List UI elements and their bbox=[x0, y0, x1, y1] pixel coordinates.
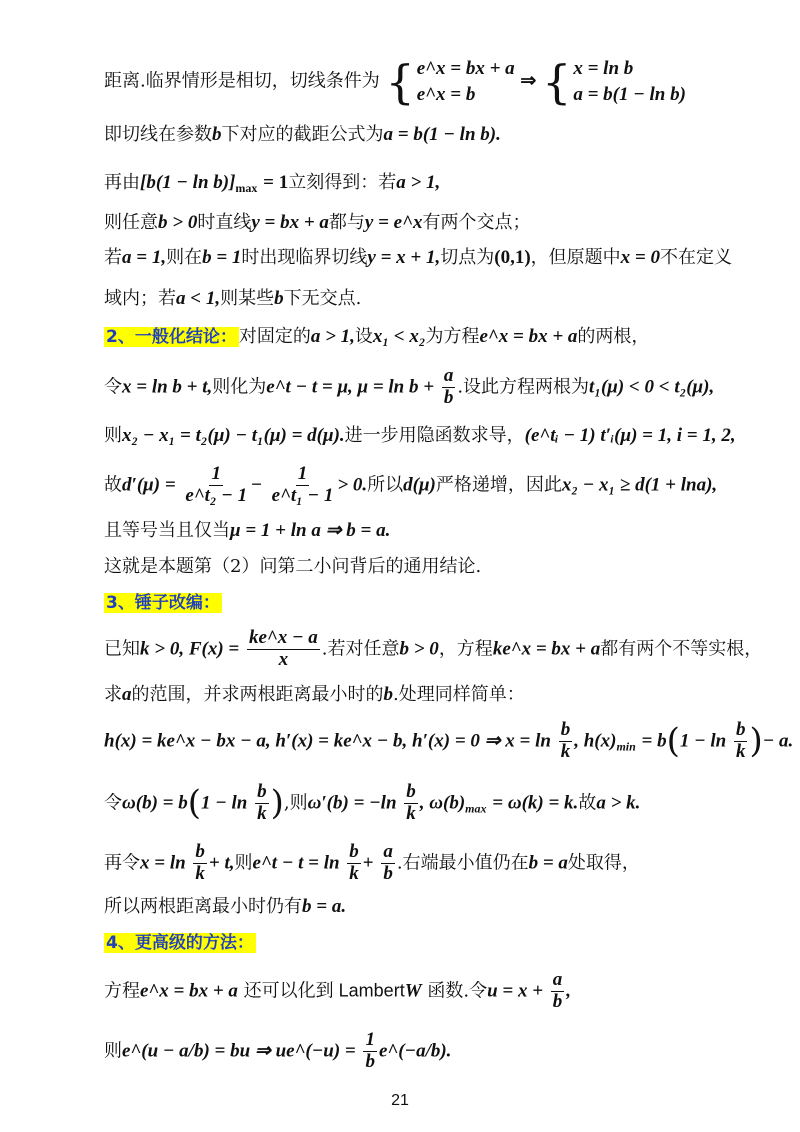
text: 对固定的 bbox=[238, 326, 311, 347]
math: = b bbox=[641, 730, 667, 752]
text: 都与 bbox=[328, 212, 365, 233]
math: t₁(μ) < 0 < t₂(μ), bbox=[589, 376, 715, 398]
math: b = a. bbox=[302, 896, 347, 917]
fraction bbox=[183, 464, 249, 507]
math: a bbox=[122, 684, 132, 705]
text: 故 bbox=[104, 474, 122, 496]
numerator: a bbox=[443, 365, 454, 386]
denominator: k bbox=[406, 802, 416, 824]
line-2 bbox=[104, 124, 760, 147]
denominator: k bbox=[735, 740, 746, 762]
fraction bbox=[270, 464, 336, 507]
text: 则 bbox=[234, 852, 253, 874]
text: 严格递增，因此 bbox=[435, 474, 562, 496]
numerator: b bbox=[735, 719, 746, 740]
math: a > 1, bbox=[396, 172, 441, 193]
eq: e^x = b bbox=[416, 83, 476, 105]
text: 切点为 bbox=[440, 247, 495, 268]
math: x₂ − x₁ ≥ d(1 + lna), bbox=[561, 474, 718, 496]
line-5 bbox=[104, 247, 760, 270]
numerator: 1 bbox=[365, 1029, 375, 1050]
text: 则 bbox=[104, 1040, 122, 1062]
math: , bbox=[566, 980, 572, 1002]
math: b = 1 bbox=[202, 247, 242, 268]
arrow: ⇒ bbox=[520, 70, 537, 92]
math: e^x = bx + a bbox=[140, 980, 238, 1002]
math: y = x + 1, bbox=[367, 247, 441, 268]
subscript: min bbox=[616, 739, 636, 754]
text: 下对应的截距公式为 bbox=[221, 124, 384, 145]
text: 则在 bbox=[166, 247, 203, 268]
paren: ( bbox=[187, 782, 201, 823]
text: 所以 bbox=[367, 474, 404, 496]
line-20 bbox=[104, 1030, 760, 1073]
numerator: b bbox=[349, 841, 359, 862]
eq: a = b(1 − ln b) bbox=[573, 83, 686, 105]
text: 不在定义 bbox=[659, 247, 732, 268]
system-2 bbox=[542, 56, 686, 107]
line-11 bbox=[104, 520, 760, 543]
math: a < 1, bbox=[176, 288, 221, 309]
math: b bbox=[383, 684, 393, 705]
line-19 bbox=[104, 970, 760, 1013]
text: 为方程 bbox=[425, 326, 480, 347]
math: e^x = bx + a bbox=[479, 326, 578, 347]
text: 这就是本题第（2）问第二小问背后的通用结论. bbox=[104, 556, 482, 577]
text: 的范围，并求两根距离最小时的 bbox=[131, 684, 384, 705]
text: 立刻得到：若 bbox=[288, 172, 397, 193]
text: 即切线在参数 bbox=[104, 124, 212, 145]
text: 再由 bbox=[104, 172, 140, 193]
math: e^(−a/b). bbox=[378, 1040, 452, 1062]
math: k > 0, F(x) = bbox=[140, 638, 240, 660]
line-13 bbox=[104, 627, 763, 671]
text: ，但原题中 bbox=[530, 247, 621, 268]
text: ，方程 bbox=[438, 638, 493, 660]
math: , h(x) bbox=[574, 730, 617, 752]
subscript: max bbox=[235, 181, 258, 195]
text: 的两根， bbox=[577, 326, 650, 347]
math: y = e^x bbox=[364, 212, 423, 233]
line-1 bbox=[104, 56, 760, 107]
text: .右端最小值仍在 bbox=[396, 852, 529, 874]
math: + t, bbox=[208, 852, 235, 874]
line-18 bbox=[104, 896, 760, 919]
numerator: b bbox=[195, 841, 205, 862]
line-8 bbox=[104, 366, 760, 409]
text: 有两个交点； bbox=[422, 212, 531, 233]
text: .处理同样简单： bbox=[393, 684, 525, 705]
fraction bbox=[442, 366, 456, 409]
page-number: 21 bbox=[391, 1092, 409, 1109]
math: d(μ) bbox=[403, 474, 436, 496]
text: 进一步用隐函数求导， bbox=[344, 425, 525, 446]
text: 还可以化到 Lambert bbox=[243, 980, 405, 1001]
math: d′(μ) = bbox=[122, 474, 176, 496]
line-10 bbox=[104, 464, 760, 507]
math: x = ln bbox=[140, 852, 186, 874]
numerator: 1 bbox=[297, 463, 308, 484]
denominator: b bbox=[552, 990, 563, 1012]
numerator: ke^x − a bbox=[248, 627, 318, 648]
eq: e^x = bx + a bbox=[416, 58, 515, 79]
numerator: a bbox=[383, 841, 393, 862]
math: x = 0 bbox=[620, 247, 660, 268]
math: y = bx + a bbox=[251, 212, 329, 233]
math: a > 1, bbox=[310, 326, 355, 347]
operator: − bbox=[251, 474, 262, 496]
math: b = a bbox=[528, 852, 568, 874]
math: x₁ < x₂ bbox=[372, 326, 426, 347]
math: = 1 bbox=[263, 172, 289, 193]
math: b bbox=[212, 124, 222, 145]
line-9 bbox=[104, 425, 760, 448]
denominator: k bbox=[349, 862, 359, 884]
line-heading-4 bbox=[104, 932, 760, 954]
denominator: x bbox=[278, 648, 289, 670]
fraction bbox=[404, 782, 418, 825]
fraction bbox=[559, 720, 573, 763]
math: b bbox=[274, 288, 284, 309]
text: 函数.令 bbox=[427, 980, 488, 1002]
fraction bbox=[255, 782, 269, 825]
fraction bbox=[734, 720, 748, 763]
text: 且等号当且仅当 bbox=[104, 520, 230, 541]
text: 求 bbox=[104, 684, 122, 705]
text: 则化为 bbox=[212, 376, 267, 398]
section-heading-4: 4、更高级的方法： bbox=[106, 933, 254, 953]
paren: ( bbox=[666, 720, 680, 761]
math: h(x) = ke^x − bx − a, h′(x) = ke^x − b, h′(x) = 0 ⇒ x = ln bbox=[104, 730, 551, 752]
text: 域内；若 bbox=[104, 288, 176, 309]
text: 已知 bbox=[104, 638, 140, 660]
text: 所以两根距离最小时仍有 bbox=[104, 896, 302, 917]
line-3 bbox=[104, 172, 760, 195]
operator: + bbox=[362, 852, 374, 874]
denominator: b bbox=[443, 386, 454, 408]
text: .设此方程两根为 bbox=[457, 376, 590, 398]
math: 1 − ln bbox=[201, 792, 248, 814]
text: 时直线 bbox=[197, 212, 252, 233]
denominator: b bbox=[365, 1050, 375, 1072]
math: x₂ − x₁ = t₂(μ) − t₁(μ) = d(μ). bbox=[122, 425, 345, 446]
text: 设 bbox=[354, 326, 373, 347]
numerator: b bbox=[560, 719, 571, 740]
text: 若 bbox=[104, 247, 122, 268]
math: > 0. bbox=[337, 474, 368, 496]
math: μ = 1 + ln a ⇒ b = a. bbox=[230, 520, 391, 541]
math: (e^tᵢ − 1) t′ᵢ(μ) = 1, i = 1, 2, bbox=[524, 425, 736, 446]
math: e^t − t = ln bbox=[252, 852, 340, 874]
text: ,则 bbox=[283, 792, 308, 814]
text: 处取得， bbox=[567, 852, 640, 874]
math: e^t − t = μ, μ = ln b + bbox=[266, 376, 435, 398]
line-heading-3 bbox=[104, 592, 760, 614]
brace: { bbox=[542, 54, 572, 109]
numerator: 1 bbox=[211, 463, 221, 484]
math: ke^x = bx + a bbox=[492, 638, 601, 660]
text: 则任意 bbox=[104, 212, 158, 233]
system-1 bbox=[385, 56, 514, 107]
math: = ω(k) = k. bbox=[492, 792, 579, 814]
math: a = 1, bbox=[122, 247, 167, 268]
paren: ) bbox=[270, 782, 284, 823]
section-heading-2: 2、一般化结论： bbox=[106, 327, 237, 347]
math: e^(u − a/b) = bu ⇒ ue^(−u) = bbox=[122, 1040, 356, 1062]
denominator: k bbox=[257, 802, 267, 824]
numerator: b bbox=[406, 781, 416, 802]
math: − a. bbox=[762, 730, 794, 752]
denominator: e^t₁ − 1 bbox=[271, 484, 334, 506]
math: (0,1) bbox=[494, 247, 531, 268]
fraction bbox=[363, 1030, 377, 1073]
text: .若对任意 bbox=[321, 638, 400, 660]
text: 令 bbox=[104, 376, 122, 398]
line-17 bbox=[104, 842, 760, 885]
text: 时出现临界切线 bbox=[241, 247, 368, 268]
math: [b(1 − ln b)] bbox=[140, 172, 236, 193]
text: 都有两个不等实根， bbox=[600, 638, 763, 660]
math: ω′(b) = −ln bbox=[307, 792, 397, 814]
text: 则 bbox=[104, 425, 122, 446]
numerator: b bbox=[257, 781, 267, 802]
line-4 bbox=[104, 212, 760, 235]
denominator: b bbox=[383, 862, 393, 884]
math: , ω(b) bbox=[419, 792, 466, 814]
denominator: e^t₂ − 1 bbox=[185, 484, 248, 506]
text: 距离.临界情形是相切，切线条件为 bbox=[104, 70, 380, 92]
fraction bbox=[381, 842, 395, 885]
math: u = x + bbox=[487, 980, 544, 1002]
math: b > 0 bbox=[399, 638, 439, 660]
text: 则某些 bbox=[220, 288, 275, 309]
line-16 bbox=[104, 782, 760, 825]
section-heading-3: 3、锤子改编： bbox=[106, 593, 220, 613]
fraction bbox=[193, 842, 207, 885]
eq: x = ln b bbox=[573, 58, 634, 79]
text: 下无交点. bbox=[283, 288, 362, 309]
line-12 bbox=[104, 556, 760, 578]
subscript: max bbox=[465, 801, 487, 816]
math: a = b(1 − ln b). bbox=[383, 124, 501, 145]
math: W bbox=[404, 980, 422, 1002]
math: b > 0 bbox=[158, 212, 198, 233]
math: a > k. bbox=[596, 792, 641, 814]
fraction bbox=[347, 842, 361, 885]
denominator: k bbox=[560, 740, 571, 762]
text: 再令 bbox=[104, 852, 140, 874]
denominator: k bbox=[195, 862, 205, 884]
math: x = ln b + t, bbox=[122, 376, 213, 398]
math: ω(b) = b bbox=[122, 792, 188, 814]
brace: { bbox=[385, 54, 415, 109]
numerator: a bbox=[552, 969, 563, 990]
line-7 bbox=[104, 326, 760, 349]
paren: ) bbox=[749, 720, 763, 761]
text: 故 bbox=[578, 792, 597, 814]
math: 1 − ln bbox=[679, 730, 727, 752]
line-6 bbox=[104, 288, 760, 311]
text: 令 bbox=[104, 792, 122, 814]
line-14 bbox=[104, 684, 760, 707]
text: 方程 bbox=[104, 980, 140, 1002]
fraction bbox=[247, 628, 320, 671]
fraction bbox=[551, 970, 565, 1013]
line-15 bbox=[104, 719, 794, 763]
